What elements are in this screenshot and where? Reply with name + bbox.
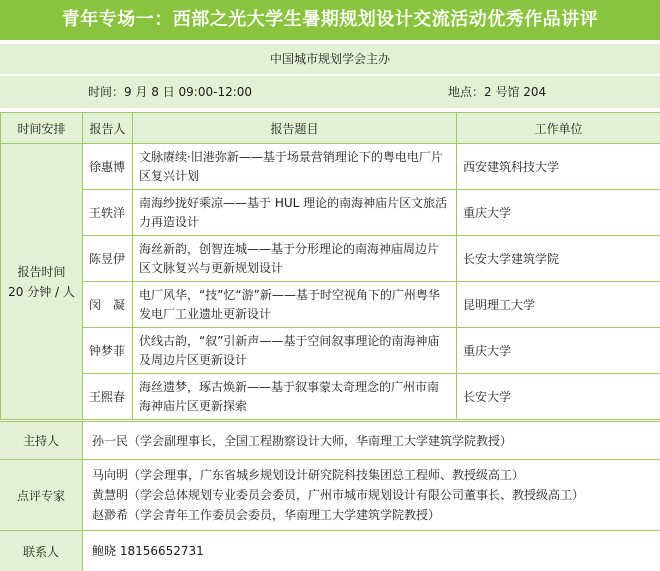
event-time: 时间：9 月 8 日 09:00-12:00 — [88, 85, 253, 99]
report-topic: 南海纱拢好乘凉——基于 HUL 理论的南海神庙片区文旅活力再造设计 — [133, 190, 457, 236]
table-row — [1, 282, 660, 328]
table-row — [1, 236, 660, 282]
affiliation: 西安建筑科技大学 — [457, 144, 660, 190]
header-speaker: 报告人 — [83, 113, 133, 144]
header-schedule: 时间安排 — [1, 113, 83, 144]
contact-row — [0, 531, 660, 571]
reviewers-list — [92, 460, 656, 530]
report-topic: 文脉赓续·旧港弥新——基于场景营销理论下的粤电电厂片区复兴计划 — [133, 144, 457, 190]
header-affiliation: 工作单位 — [457, 113, 660, 144]
affiliation: 长安大学建筑学院 — [457, 236, 660, 282]
reviewers-row — [0, 460, 660, 530]
reviewer-item: 黄慧明（学会总体规划专业委员会委员，广州市城市规划设计有限公司董事长、教授级高工） — [92, 488, 585, 502]
reviewer-item: 赵渺希（学会青年工作委员会委员，华南理工大学建筑学院教授） — [92, 508, 441, 522]
affiliation: 长安大学 — [457, 374, 660, 420]
report-topic: 海丝遗梦，琢古焕新——基于叙事蒙太奇理念的广州市南海神庙片区更新探索 — [133, 374, 457, 420]
speaker-name: 闵 凝 — [83, 282, 133, 328]
speaker-name: 徐惠博 — [83, 144, 133, 190]
speaker-name: 陈昱伊 — [83, 236, 133, 282]
reviewer-item: 马向明（学会理事，广东省城乡规划设计研究院科技集团总工程师、教授级高工） — [92, 468, 525, 482]
host-value — [92, 422, 656, 459]
event-location: 地点：2 号馆 204 — [448, 85, 547, 99]
time-location-band — [0, 76, 660, 108]
report-topic: 海丝新韵，创智连城——基于分形理论的南海神庙周边片区文脉复兴与更新规划设计 — [133, 236, 457, 282]
header-topic: 报告题目 — [133, 113, 457, 144]
table-row — [1, 144, 660, 190]
affiliation: 重庆大学 — [457, 190, 660, 236]
reviewers-label: 点评专家 — [0, 460, 83, 530]
table-row — [1, 374, 660, 420]
report-topic: 伏线古韵，“叙”引新声——基于空间叙事理论的南海神庙及周边片区更新设计 — [133, 328, 457, 374]
table-row — [1, 328, 660, 374]
report-topic: 电厂风华，“技”忆“游”新——基于时空视角下的广州粤华发电厂工业遗址更新设计 — [133, 282, 457, 328]
table-row — [1, 190, 660, 236]
affiliation: 重庆大学 — [457, 328, 660, 374]
organizer-band — [0, 44, 660, 74]
speaker-name: 王轶洋 — [83, 190, 133, 236]
schedule-label — [1, 144, 83, 420]
affiliation: 昆明理工大学 — [457, 282, 660, 328]
speaker-name: 钟梦菲 — [83, 328, 133, 374]
host-label: 主持人 — [0, 422, 83, 459]
speaker-name: 王熙春 — [83, 374, 133, 420]
table-header-row — [1, 113, 660, 144]
organizer: 中国城市规划学会主办 — [269, 52, 390, 66]
host-row — [0, 422, 660, 459]
contact-value — [92, 531, 656, 571]
schedule-table — [0, 112, 660, 420]
schedule-label-line1: 报告时间 — [17, 264, 66, 279]
host-text: 孙一民（学会副理事长，全国工程勘察设计大师，华南理工大学建筑学院教授） — [92, 433, 513, 448]
contact-label: 联系人 — [0, 531, 83, 571]
contact-text: 鲍晓 18156652731 — [92, 544, 204, 558]
page-title: 青年专场一：西部之光大学生暑期规划设计交流活动优秀作品讲评 — [0, 0, 660, 40]
schedule-label-line2: 20 分钟 / 人 — [8, 284, 75, 299]
